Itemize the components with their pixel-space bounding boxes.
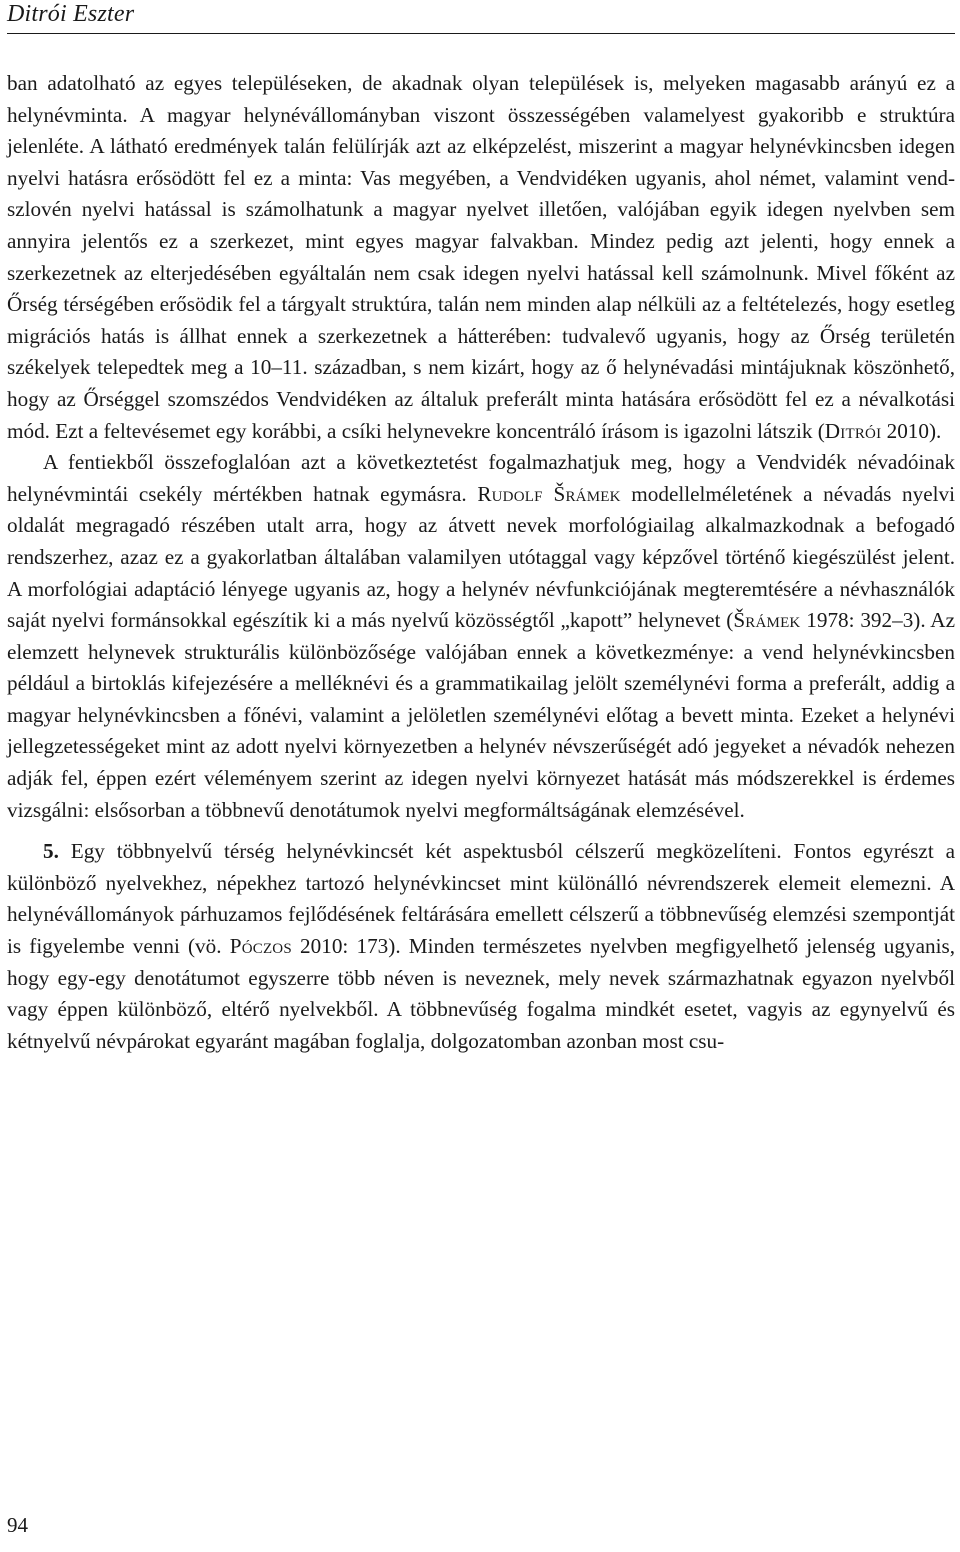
citation-author-sramek: Šrámek (733, 608, 801, 633)
body-text (7, 68, 955, 1057)
paragraph-1-text: ban adatolható az egyes településeken, de akadnak olyan települések is, melyeken magasabb arányú ez a helynévminta. A magyar helynévállományban viszont összességében valamelyest gyakoribb e struktúra jelenléte. A látható eredmények talán felülírják azt az elképzelést, miszerint a magyar helynévkincsben idegen nyelvi hatásra erősödött fel ez a minta: Vas megyében, a Vendvidéken ugyanis, ahol német, valamint vend-szlovén nyelvi hatással is számolhatunk a magyar nyelvet illetően, valójában egyik idegen nyelvben sem annyira jelentős ez a szerkezet, mint egyes magyar falvakban. Mindez pedig azt jelenti, hogy ennek a szerkezetnek az elterjedésében egyáltalán nem csak idegen nyelvi hatással kell számolnunk. Mivel főként az Őrség térségében erősödik fel a tárgyalt struktúra, talán nem minden alap nélküli az a feltételezés, hogy esetleg migrációs hatás is állhat ennek a szerkezetnek a hátterében: tudvalevő ugyanis, hogy az Őrség területén székelyek telepedtek meg a 10–11. században, s nem kizárt, hogy az ő helynévadási mintájuknak köszönhető, hogy az Őrséggel szomszédos Vendvidéken az általuk preferált minta hatására erősödött fel ez a névalkotási mód. Ezt a feltevésemet egy korábbi, a csíki helynevekre koncentráló írásom is igazolni látszik ( (7, 71, 955, 443)
paragraph-2 (7, 447, 955, 826)
page-number: 94 (7, 1513, 28, 1537)
paragraph-2-part-1: A fentiekből összefoglalóan azt a következtetést fogalmazhatjuk meg, hogy a Vendvidék névadóinak helynévmintái csekély mértékben hatnak egymásra. (7, 450, 955, 506)
header-rule (7, 33, 955, 34)
paragraph-1-tail: 2010). (881, 418, 942, 443)
paragraph-2-part-3: 1978: 392–3). Az elemzett helynevek strukturális különbözősége valójában ennek a következménye: a vend helynévkincsben például a birtoklás kifejezésére a melléknévi és a grammatikailag jelölt személynévi forma a preferált, addig a magyar helynévkincsben a főnévi, valamint a jelöletlen személynévi előtag a bevett minta. Ezeket a helynévi jellegzetességeket mint az adott nyelvi környezetben a helynév névszerűségét adó jegyeket a névadók nehezen adják fel, éppen ezért véleményem szerint az idegen nyelvi környezet hatását más módszerekkel is érdemes vizsgálni: elsősorban a többnevű denotátumok nyelvi megformáltságának elemzésével. (7, 608, 955, 822)
section-5-part-1: Egy többnyelvű térség helynévkincsét két aspektusból célszerű megközelíteni. Fontos egyrészt a különböző nyelvekhez, népekhez tartozó helynévkincset mint különálló névrendszerek elemeit elemezni. A helynévállományok párhuzamos fejlődésének feltárására emellett célszerű a többnevűség elemzési szempontját is figyelembe venni (vö. (7, 839, 955, 959)
author-name: Ditrói Eszter (7, 1, 135, 27)
running-head (7, 0, 955, 34)
citation-author-poczos: Póczos (229, 934, 292, 959)
citation-author-sramek-full: Rudolf Šrámek (477, 481, 621, 506)
section-5-paragraph (7, 836, 955, 1057)
paragraph-2-part-2: modellelméletének a névadás nyelvi oldalát megragadó részében utalt arra, hogy az átvett nevek morfológiailag alkalmazkodnak a befogadó rendszerhez, azaz ez a gyakorlatban általában valamilyen utótaggal vagy képzővel történő kiegészülést jelent. A morfológiai adaptáció lényege ugyanis az, hogy a helynév névfunkciójának megteremtésére a névhasználók saját nyelvi formánsokkal egészítik ki a más nyelvű közösségtől „kapott” helynevet ( (7, 481, 955, 633)
section-5-part-2: 2010: 173). Minden természetes nyelvben megfigyelhető jelenség ugyanis, hogy egy-egy denotátumot egyszerre több néven is neveznek, mely nevek származhatnak egyazon nyelvből vagy éppen különböző, eltérő nyelvekből. A többnevűség fogalma mindkét esetet, vagyis az egynyelvű és kétnyelvű névpárokat egyaránt magában foglalja, dolgozatomban azonban most csu- (7, 934, 956, 1053)
paragraph-1 (7, 68, 955, 447)
section-number: 5. (43, 839, 59, 864)
citation-author-ditroi: Ditrói (824, 418, 882, 443)
